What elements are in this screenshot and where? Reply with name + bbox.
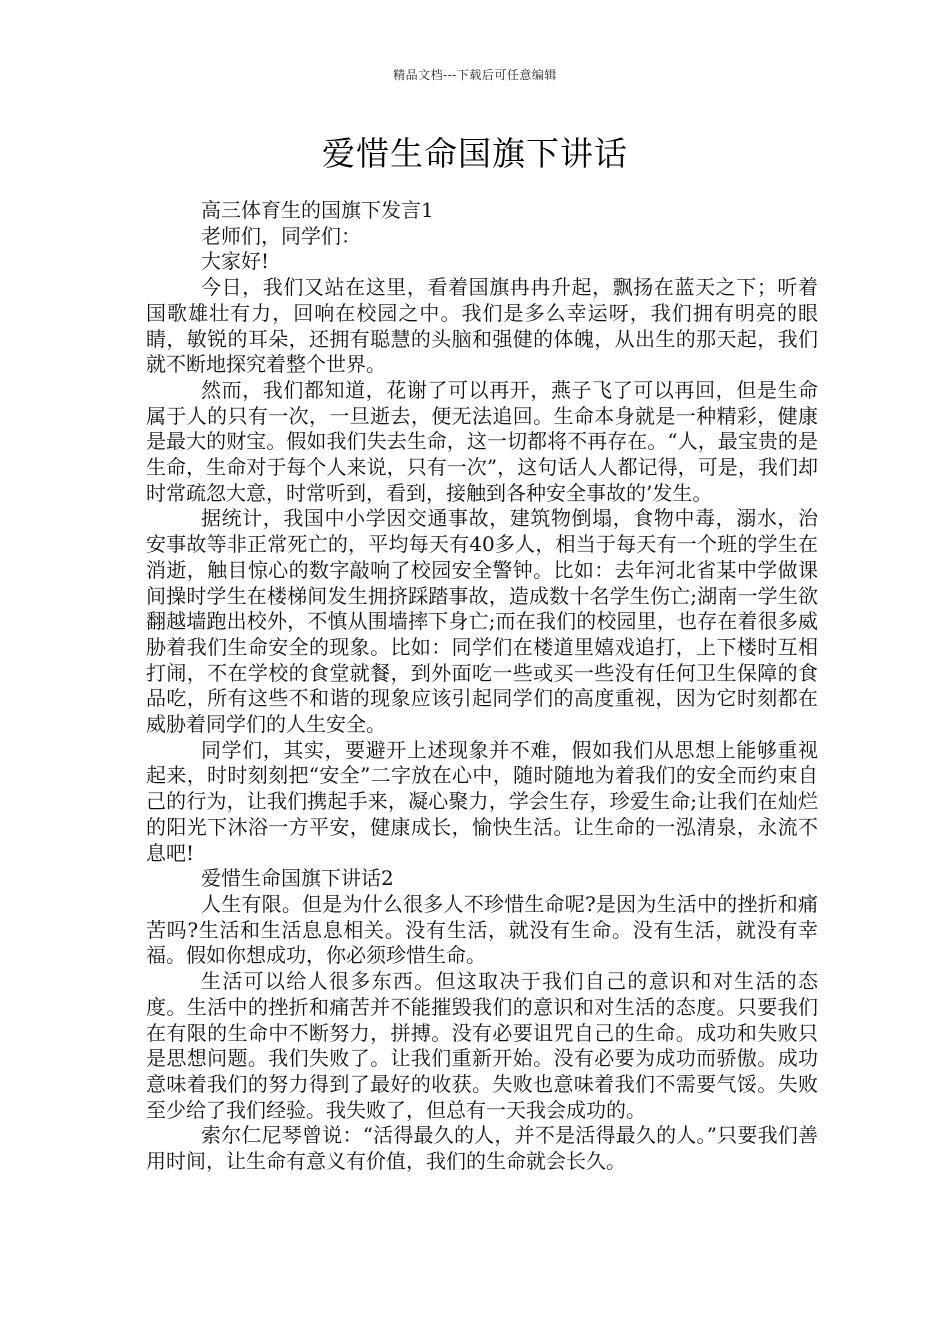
paragraph-subtitle-2: 爱惜生命国旗下讲话2	[201, 866, 394, 891]
page-header: 精品文档---下载后可任意编辑	[393, 68, 557, 82]
paragraph-salutation: 老师们，同学们：	[201, 223, 361, 248]
paragraph: 据统计，我国中小学因交通事故，建筑物倒塌，食物中毒，溺水，治安事故等非正常死亡的，平均每天有40多人，相当于每天有一个班的学生在消逝，触目惊心的数字敲响了校园安全警钟。比如：去年河北省某中学做课间操时学生在楼梯间发生拥挤踩踏事故，造成数十名学生伤亡;湖南一学生欲翻越墙跑出校外，不慎从围墙摔下身亡;而在我们的校园里，也存在着很多威胁着我们生命安全的现象。比如：同学们在楼道里嬉戏追打，上下楼时互相打闹，不在学校的食堂就餐，到外面吃一些或买一些没有任何卫生保障的食品吃，所有这些不和谐的现象应该引起同学们的高度重视，因为它时刻都在威胁着同学们的人生安全。	[146, 506, 818, 737]
paragraph-greeting: 大家好!	[201, 249, 270, 274]
document-body	[146, 198, 818, 1175]
paragraph: 今日，我们又站在这里，看着国旗冉冉升起，飘扬在蓝天之下；听着国歌雄壮有力，回响在校园之中。我们是多么幸运呀，我们拥有明亮的眼睛，敏锐的耳朵，还拥有聪慧的头脑和强健的体魄，从出生的那天起，我们就不断地探究着整个世界。	[146, 275, 818, 377]
paragraph-subtitle-1: 高三体育生的国旗下发言1	[201, 198, 434, 222]
paragraph: 索尔仁尼琴曾说：“活得最久的人，并不是活得最久的人。”只要我们善用时间，让生命有意义有价值，我们的生命就会长久。	[146, 1123, 818, 1174]
document-title: 爱惜生命国旗下讲话	[322, 134, 628, 173]
paragraph: 人生有限。但是为什么很多人不珍惜生命呢?是因为生活中的挫折和痛苦吗?生活和生活息息相关。没有生活，就没有生命。没有生活，就没有幸福。假如你想成功，你必须珍惜生命。	[146, 891, 818, 968]
paragraph: 然而，我们都知道，花谢了可以再开，燕子飞了可以再回，但是生命属于人的只有一次，一旦逝去，便无法追回。生命本身就是一种精彩，健康是最大的财宝。假如我们失去生命，这一切都将不再存在。“人，最宝贵的是生命，生命对于每个人来说，只有一次”，这句话人人都记得，可是，我们却时常疏忽大意，时常听到，看到，接触到各种安全事故的’发生。	[146, 377, 818, 505]
paragraph: 生活可以给人很多东西。但这取决于我们自己的意识和对生活的态度。生活中的挫折和痛苦并不能摧毁我们的意识和对生活的态度。只要我们在有限的生命中不断努力，拼搏。没有必要诅咒自己的生命。成功和失败只是思想问题。我们失败了。让我们重新开始。没有必要为成功而骄傲。成功意味着我们的努力得到了最好的收获。失败也意味着我们不需要气馁。失败至少给了我们经验。我失败了，但总有一天我会成功的。	[146, 969, 818, 1122]
paragraph: 同学们，其实，要避开上述现象并不难，假如我们从思想上能够重视起来，时时刻刻把“安全”二字放在心中，随时随地为着我们的安全而约束自己的行为，让我们携起手来，凝心聚力，学会生存，珍爱生命;让我们在灿烂的阳光下沐浴一方平安，健康成长，愉快生活。让生命的一泓清泉，永流不息吧!	[146, 737, 818, 865]
